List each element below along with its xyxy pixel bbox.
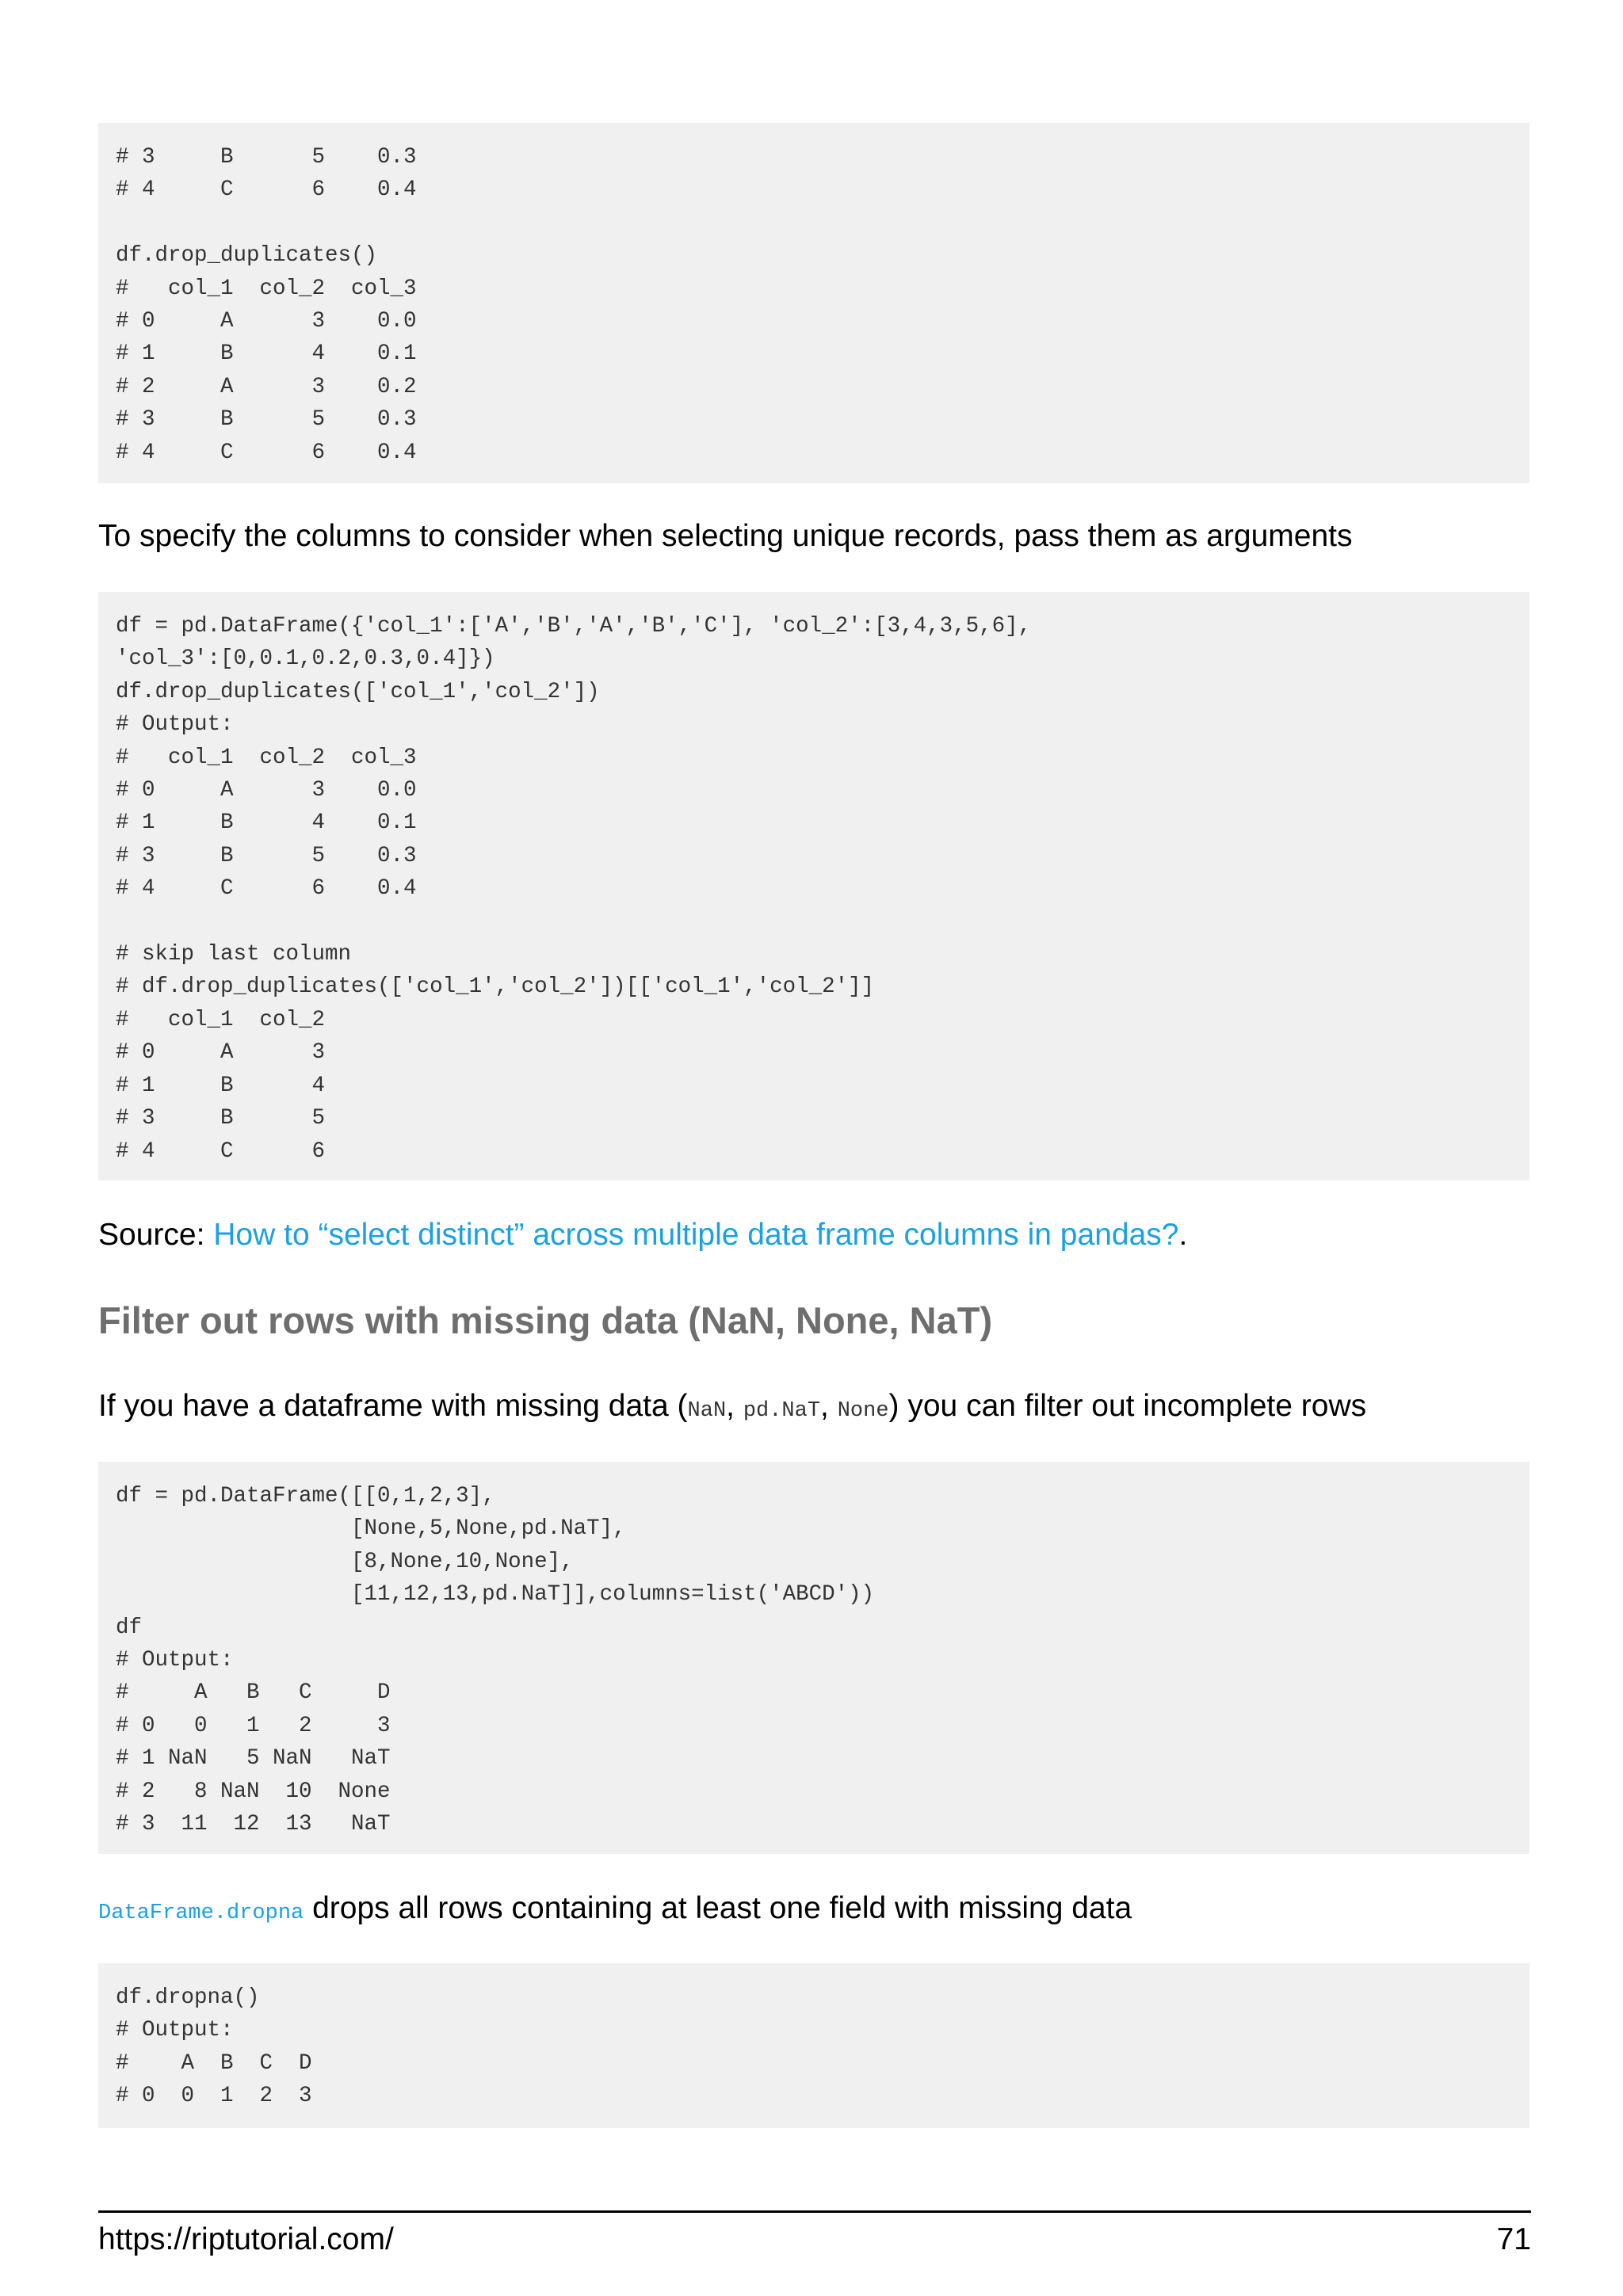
code-text: df = pd.DataFrame({'col_1':['A','B','A','B','C'], 'col_2':[3,4,3,5,6], 'col_3':[0,0.1,0.2,0.3,0.4]}) df.drop_duplicates(['col_1','col_2']) # Output: # col_1 col_2 col_3 # 0 A 3 0.0 # 1 B 4 0.1 # 3 B 5 0.3 # 4 C 6 0.4 # skip last column # df.drop_duplicates(['col_1','col_2'])[['col_1','col_2']] # col_1 col_2 # 0 A 3 # 1 B 4 # 3 B 5 # 4 C 6	[116, 614, 1032, 1164]
inline-code-pd-nat: pd.NaT	[743, 1399, 821, 1423]
text-sep: ,	[820, 1389, 838, 1423]
code-block-drop-duplicates-output	[98, 123, 1529, 483]
code-text: # 3 B 5 0.3 # 4 C 6 0.4 df.drop_duplicates() # col_1 col_2 col_3 # 0 A 3 0.0 # 1 B 4 0.1 # 2 A 3 0.2 # 3 B 5 0.3 # 4 C 6 0.4	[116, 145, 417, 465]
inline-code-nan: NaN	[687, 1399, 727, 1423]
text-after: ) you can filter out incomplete rows	[888, 1389, 1367, 1423]
text-sep: ,	[726, 1389, 743, 1423]
source-label: Source:	[98, 1218, 214, 1252]
dropna-doc-link[interactable]: DataFrame.dropna	[98, 1901, 304, 1925]
code-block-drop-duplicates-subset	[98, 592, 1529, 1180]
code-block-dropna	[98, 1963, 1529, 2128]
text-before: If you have a dataframe with missing data (	[98, 1389, 688, 1423]
source-suffix: .	[1178, 1218, 1188, 1252]
inline-code-none: None	[837, 1399, 889, 1423]
code-text: df.dropna() # Output: # A B C D # 0 0 1 2 3	[116, 1985, 312, 2109]
footer-url: https://riptutorial.com/	[98, 2222, 394, 2256]
footer-divider	[98, 2210, 1531, 2213]
dropna-description: drops all rows containing at least one field with missing data	[304, 1891, 1132, 1925]
code-block-dataframe-with-missing	[98, 1462, 1529, 1854]
paragraph-dropna	[98, 1890, 1132, 1932]
page-number: 71	[1496, 2222, 1531, 2256]
paragraph-specify-columns: To specify the columns to consider when selecting unique records, pass them as arguments	[98, 519, 1353, 553]
section-heading: Filter out rows with missing data (NaN, None, NaT)	[98, 1299, 993, 1341]
paragraph-source	[98, 1216, 1187, 1254]
source-link[interactable]: How to “select distinct” across multiple data frame columns in pandas?	[213, 1218, 1179, 1252]
paragraph-missing-data	[98, 1387, 1366, 1430]
code-text: df = pd.DataFrame([[0,1,2,3], [None,5,None,pd.NaT], [8,None,10,None], [11,12,13,pd.NaT]],columns=list('ABCD')) df # Output: # A B C D # 0 0 1 2 3 # 1 NaN 5 NaN NaT # 2 8 NaN 10 None # 3 11 12 13 NaT	[116, 1484, 875, 1837]
